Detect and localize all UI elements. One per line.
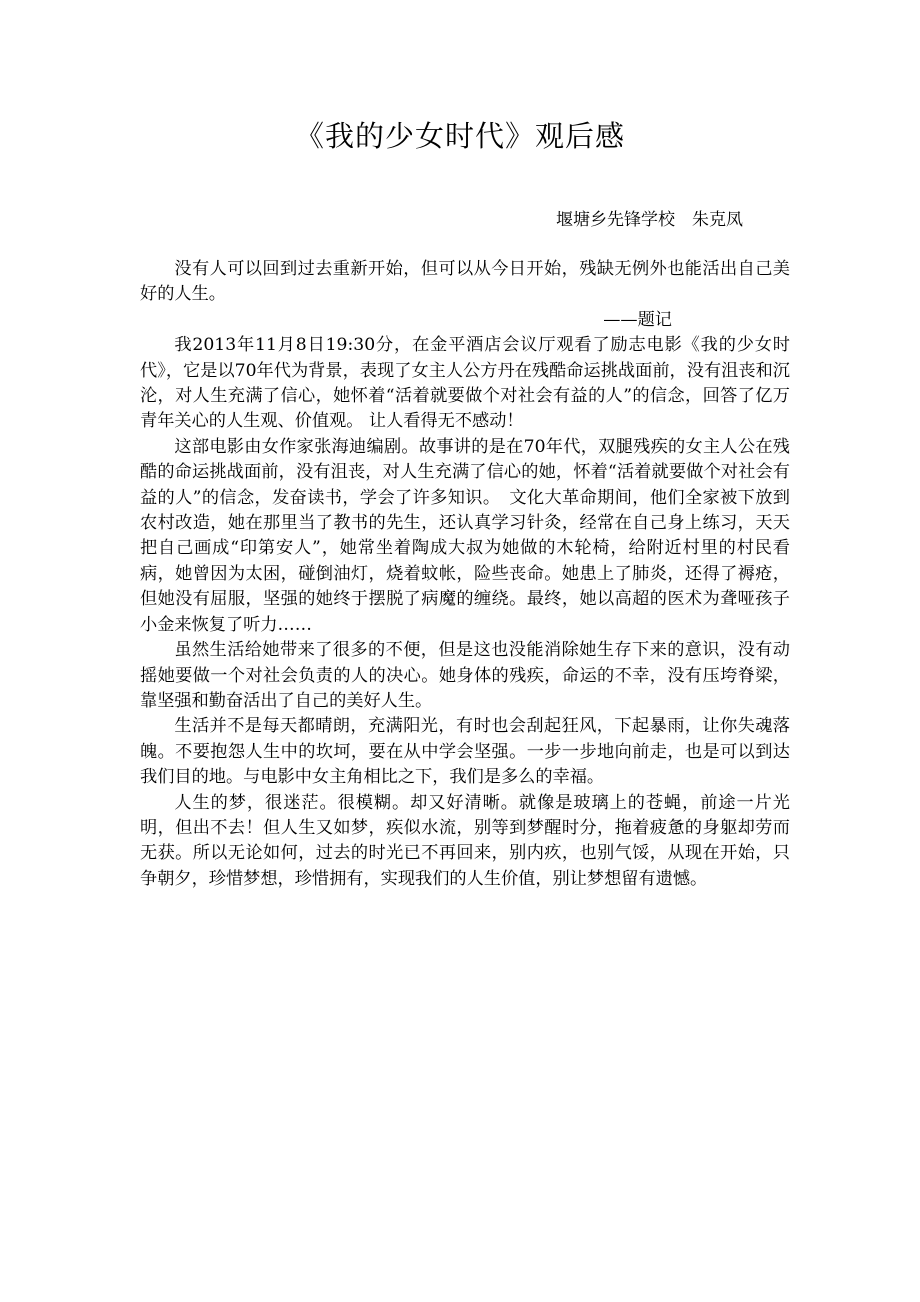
epigraph: 没有人可以回到过去重新开始，但可以从今日开始，残缺无例外也能活出自己美好的人生。 <box>140 259 790 305</box>
epigraph-credit: ——题记 <box>603 309 672 330</box>
paragraph: 人生的梦，很迷茫。很模糊。却又好清晰。就像是玻璃上的苍蝇，前途一片光明，但出不去！但人生又如梦，疾似水流，别等到梦醒时分，拖着疲惫的身躯却劳而无获。所以无论如何，过去的时光已不再回来，别内疚，也别气馁，从现在开始，只争朝夕，珍惜梦想，珍惜拥有，实现我们的人生价值，别让梦想留有遗憾。 <box>140 792 790 889</box>
document-title: 《我的少女时代》观后感 <box>294 119 625 153</box>
paragraph: 我2013年11月8日19:30分，在金平酒店会议厅观看了励志电影《我的少女时代》，它是以70年代为背景，表现了女主人公方丹在残酷命运挑战面前，没有沮丧和沉沦，对人生充满了信心，她怀着“活着就要做个对社会有益的人”的信念，回答了亿万青年关心的人生观、价值观。 让人看得无不感动！ <box>140 335 790 432</box>
document-body <box>140 257 790 892</box>
paragraph: 生活并不是每天都晴朗，充满阳光，有时也会刮起狂风，下起暴雨，让你失魂落魄。不要抱怨人生中的坎坷，要在从中学会坚强。一步一步地向前走，也是可以到达我们目的地。与电影中女主角相比之下，我们是多么的幸福。 <box>140 716 790 788</box>
paragraph: 这部电影由女作家张海迪编剧。故事讲的是在70年代，双腿残疾的女主人公在残酷的命运挑战面前，没有沮丧，对人生充满了信心的她，怀着“活着就要做个对社会有益的人”的信念，发奋读书，学会了许多知识。 文化大革命期间，他们全家被下放到农村改造，她在那里当了教书的先生，还认真学习针灸，经常在自己身上练习，天天把自己画成“印第安人”，她常坐着陶成大叔为她做的木轮椅，给附近村里的村民看病，她曾因为太困，碰倒油灯，烧着蚊帐，险些丧命。她患上了肺炎，还得了褥疮，但她没有屈服，坚强的她终于摆脱了病魔的缠绕。最终，她以高超的医术为聋哑孩子小金来恢复了听力…… <box>140 436 790 635</box>
author-line: 堰塘乡先锋学校 朱克凤 <box>556 210 743 230</box>
paragraph: 虽然生活给她带来了很多的不便，但是这也没能消除她生存下来的意识，没有动摇她要做一个对社会负责的人的决心。她身体的残疾，命运的不幸，没有压垮脊梁，靠坚强和勤奋活出了自己的美好人生。 <box>140 640 790 711</box>
